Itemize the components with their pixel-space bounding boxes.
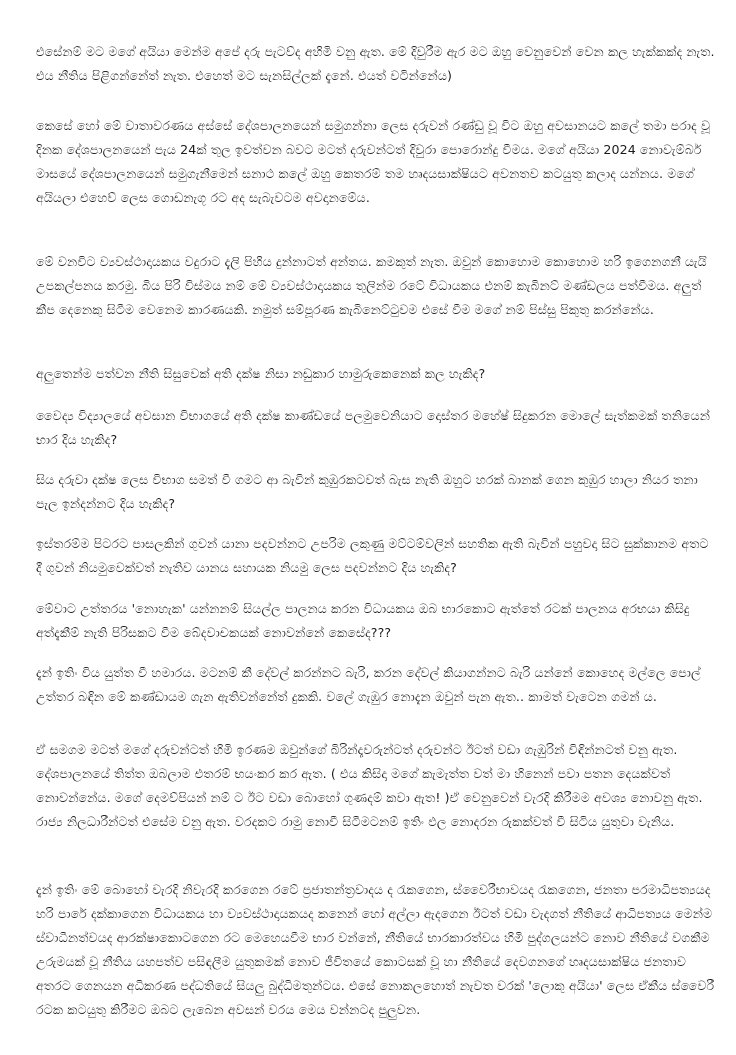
paragraph: ඒ සමගම මටත් මගේ දරුවන්ටත් හිමි ඉරණම ඔවුන්ගේ බිරින්දෑවරුන්ටත් දරුවන්ට ඊටත් වඩා ගැඹුරින් විඳින්නටත් වනු ඇත. දේශපාලනයේ තිත්ත ඔබලාම එතරම් භයංකර කර ඇත. ( එය කිසිදා මගේ කැමැත්ත වත් මා හිනෙන් පවා පතන දෙයක්වත් නොවන්නේය. මගේ දෙමව්පියන් නම් ට ඊට වඩා බොහෝ ගුණදම් කවා ඇත! )ඒ වෙනුවෙන් වැරදි කිරීමම අවශ්‍ය නොවනු ඇත. රාජ්‍ය නිලධාරීන්ටත් එසේම වනු ඇත. වරදකට රාමු නොවී සිටීමටනම් ඉතිං ඵල නොදරන රුකක්වත් වී සිටිය යුතුවා වැනිය. [36, 742, 703, 829]
paragraph: මේ වනවිට ව්‍යවස්ථාදායකය වදුරාට දැලි පිහිය දුන්නාටත් අන්තය. කමකුත් නැත. ඔවුන් කොහොම කොහොම හරි ඉගෙනගනී යැයි උපකල්පනය කරමු. බිය පිරි විස්මය නම් මේ ව්‍යවස්ථාදායකය තුලින්ම රටේ විධායකය එනම් කැබිනට් මණ්ඩලය පත්වීමය. අලුත් කීප දෙනෙකු සිටීම වෙනෙම කාරණයකි. නමුත් සම්පූරණ කැබිනෙට්ටුවම එසේ වීම මගේ නම් පිස්සු පිකුතු කරන්නේය. [36, 254, 707, 317]
paragraph: වෛද්‍ය විද්‍යාලයේ අවසාන විභාගයේ අති දක්ෂ කාණ්ඩයේ පලමුවෙනියාට දොස්තර මහේෂ් සිදුකරන මොලේ සැත්කමක් තනියෙන් භාර දිය හැකිද? [36, 408, 711, 447]
paragraph: අලුතෙන්ම පත්වන නීති සිසුවෙක් අති දක්ෂ නිසා නඩුකාර හාමුරුකෙනෙක් කල හැකිද? [36, 366, 486, 381]
paragraph: ඉස්තරම්ම පිටරට පාසලකින් ගුවන් යානා පදවන්නට උපරිම ලකුණු මට්ටම්වලින් සහතික ඇති බැවින් පහුවදා සිට සුක්කානම අතට දී ගුවන් නියමුවෙක්වත් නැතිව යානය සහායක නියමු ලෙස පදවන්නට දිය හැකිද? [36, 536, 709, 575]
paragraph: මේවාට උත්තරය 'නොහැක' යන්නනම් සියල්ල පාලනය කරන විධායකය ඔබ භාරකොට ඇත්තේ රටක් පාලනය අරභයා කිසිදු අත්දැකීම් නැති පිරිසකට වීම බේදවාචකයක් නොවන්නේ කෙසේද??? [36, 601, 690, 640]
paragraph: කෙසේ හෝ මේ වාතාවරණය අස්සේ දේශපාලනයෙන් සමුගන්නා ලෙස දරුවන් රණ්ඩු වූ විට ඔහු අවසානයට කලේ තමා පරාද වූ දිනක දේශපාලනයෙන් පැය 24ක් තුල ඉවත්වන බවට මටත් දරුවන්ටත් දිවුරා පොරොන්දු වීමය. මගේ අයියා 2024 නොවැම්බර් මාසයේ දේශපාලනයෙන් සමුගැනීමෙන් සනාථ කලේ ඔහු කෙතරම් තම හෘදයසාක්ෂියට අවනතව කටයුතු කලාද යන්නය. මගේ අයියලා එහෙව් ලෙස ගොඩනැගූ රට අද සැබැවටම අවදානමේය. [36, 118, 711, 205]
paragraph: දැන් ඉතිං විය යුත්ත වී හමාරය. මටනම් කී දේවල් කරන්නට බැරි, කරන දේවල් කියාගන්නට බැරි යන්නේ කොහෙද මල්ලෙ පොල් උත්තර බඳින මේ කණ්ඩායම ගැන ඇතිවන්නේත් දුකකි. වලේ ගැඹුර නොදැන ඔවුන් පැන ඇත.. කාමත් වැටෙන ගමන් ය. [36, 665, 701, 704]
paragraph: දැන් ඉතිං මේ බොහෝ වැරදි නිවැරදි කරගෙන රටේ ප්‍රජාතන්ත්‍රවාදය ද රැකගෙන, ස්වෛරීභාවයද රැකගෙන, ජනතා පරමාධිපත්‍යයද හරි පාරේ දක්කාගෙන විධායකය හා ව්‍යවස්ථාදායකයද කනෙන් හෝ අල්ලා ඇදගෙන ඊටත් වඩා වැදගත් නීතියේ ආධිපත්‍යය මෙන්ම ස්වාධීනත්වයද ආරක්ෂාකොටගෙන රට මෙහෙයවීම භාර වන්නේ, නීතියේ භාරකාරත්වය හිමි පුද්ගලයන්ට නොව නීතියේ වගකීම උරුමයක් වූ නීතිය යහපත්ව පසිඳලීම යුතුකමක් නොව ජීවිතයේ කොටසක් වූ හා නීතියේ දෙවගනගේ හෘදයසාක්ෂිය ජනතාව අතරට ගෙනයන අධිකරණ පද්ධතියේ සියලු බුද්ධිමතුන්ටය. එසේ නොකලහොත් නැවත වරක් 'ලොකු අයියා' ලෙස ඒකීය ස්වෛරී රටක කටයුතු කිරීමට ඔබට ලැබෙන අවසන් වරය මෙය වන්නටද පුලුවන. [36, 882, 715, 1017]
paragraph: සිය දරුවා දක්ෂ ලෙස විභාග සමත් වී ගමට ආ බැවින් කුඹුරකටවත් බැස නැති ඔහුට හරක් බානක් ගෙන කුඹුර හාලා නියර තනා පැල ඉන්දන්නට දිය හැකිද? [36, 472, 698, 511]
paragraph: එසේනම් මට මගේ අයියා මෙන්ම අපේ දරු පැටව්ද අහිමි වනු ඇත. මේ දිවුරීම ඇර මට ඔහු වෙනුවෙන් වෙන කල හැක්කක්ද නැත. එය නීතිය පිළිගන්නේත් නැත. එහෙත් මට සැනසිල්ලක් දැනේ. එයත් වටින්නේය) [36, 44, 715, 83]
